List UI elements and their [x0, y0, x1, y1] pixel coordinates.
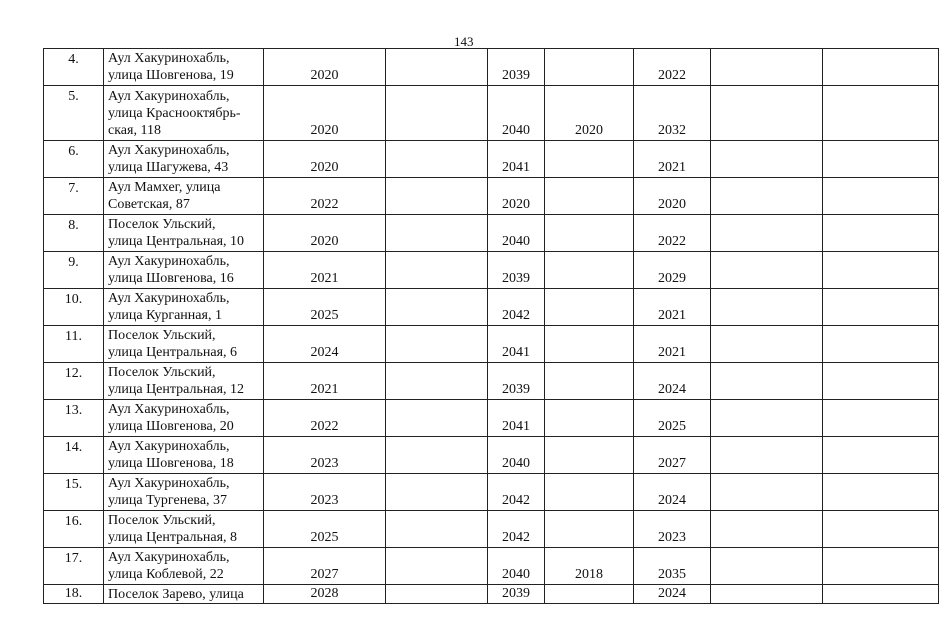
year-cell-2: 2039 [488, 252, 545, 289]
address-cell [104, 585, 264, 604]
year-cell-4: 2035 [634, 548, 711, 585]
year-cell-2: 2042 [488, 474, 545, 511]
table-row [44, 178, 939, 215]
year-cell-3 [545, 363, 634, 400]
year-cell-1: 2020 [264, 215, 386, 252]
empty-cell [711, 215, 823, 252]
row-number: 17. [44, 548, 104, 585]
empty-cell [711, 326, 823, 363]
address-line: улица Тургенева, 37 [108, 493, 228, 508]
year-cell-3 [545, 178, 634, 215]
address-line: улица Шовгенова, 20 [108, 419, 234, 434]
table-row [44, 86, 939, 141]
empty-cell [711, 289, 823, 326]
year-cell-1: 2021 [264, 252, 386, 289]
year-cell-2: 2041 [488, 141, 545, 178]
empty-cell [711, 363, 823, 400]
row-number: 18. [44, 585, 104, 604]
year-cell-4: 2022 [634, 215, 711, 252]
row-number: 12. [44, 363, 104, 400]
address-line: улица Центральная, 10 [108, 234, 245, 249]
empty-cell [823, 474, 939, 511]
address-line: улица Коблевой, 22 [108, 567, 224, 582]
year-cell-2: 2041 [488, 326, 545, 363]
empty-cell [711, 548, 823, 585]
address-line: Аул Хакуринохабль, [108, 550, 230, 565]
table-row [44, 363, 939, 400]
address-cell [104, 363, 264, 400]
year-cell-4: 2023 [634, 511, 711, 548]
address-line: ская, 118 [108, 123, 161, 138]
year-cell-2: 2039 [488, 363, 545, 400]
address-cell [104, 548, 264, 585]
table-row [44, 289, 939, 326]
row-number: 15. [44, 474, 104, 511]
year-cell-3 [545, 289, 634, 326]
address-line: Советская, 87 [108, 197, 190, 212]
address-line: улица Краснооктябрь- [108, 106, 241, 121]
table-row [44, 141, 939, 178]
year-cell-2: 2020 [488, 178, 545, 215]
address-cell [104, 400, 264, 437]
empty-cell [386, 215, 488, 252]
year-cell-4: 2024 [634, 585, 711, 604]
year-cell-3 [545, 326, 634, 363]
row-number: 11. [44, 326, 104, 363]
year-cell-4: 2027 [634, 437, 711, 474]
year-cell-4: 2029 [634, 252, 711, 289]
table-row [44, 215, 939, 252]
empty-cell [386, 49, 488, 86]
housing-table [43, 48, 939, 604]
empty-cell [386, 86, 488, 141]
table-row [44, 49, 939, 86]
address-line: улица Центральная, 12 [108, 382, 245, 397]
empty-cell [386, 178, 488, 215]
empty-cell [711, 400, 823, 437]
address-cell [104, 511, 264, 548]
address-line: улица Центральная, 6 [108, 345, 238, 360]
year-cell-3 [545, 511, 634, 548]
empty-cell [823, 363, 939, 400]
year-cell-3 [545, 474, 634, 511]
empty-cell [823, 86, 939, 141]
year-cell-1: 2024 [264, 326, 386, 363]
year-cell-3 [545, 585, 634, 604]
row-number: 14. [44, 437, 104, 474]
row-number: 8. [44, 215, 104, 252]
empty-cell [386, 511, 488, 548]
address-line: улица Шагужева, 43 [108, 160, 229, 175]
year-cell-1: 2020 [264, 141, 386, 178]
address-line: Поселок Ульский, [108, 365, 216, 380]
address-cell [104, 49, 264, 86]
address-cell [104, 178, 264, 215]
year-cell-4: 2021 [634, 141, 711, 178]
address-line: Аул Мамхег, улица [108, 180, 221, 195]
empty-cell [386, 548, 488, 585]
year-cell-1: 2021 [264, 363, 386, 400]
year-cell-2: 2040 [488, 548, 545, 585]
address-cell [104, 326, 264, 363]
empty-cell [823, 585, 939, 604]
year-cell-1: 2023 [264, 437, 386, 474]
address-cell [104, 141, 264, 178]
address-cell [104, 474, 264, 511]
address-line: Аул Хакуринохабль, [108, 402, 230, 417]
year-cell-3 [545, 252, 634, 289]
year-cell-4: 2021 [634, 326, 711, 363]
empty-cell [823, 49, 939, 86]
address-line: Аул Хакуринохабль, [108, 291, 230, 306]
address-line: Аул Хакуринохабль, [108, 476, 230, 491]
year-cell-3 [545, 49, 634, 86]
empty-cell [386, 437, 488, 474]
empty-cell [386, 363, 488, 400]
year-cell-3 [545, 141, 634, 178]
empty-cell [823, 289, 939, 326]
row-number: 16. [44, 511, 104, 548]
row-number: 4. [44, 49, 104, 86]
empty-cell [711, 585, 823, 604]
year-cell-4: 2022 [634, 49, 711, 86]
address-line: улица Шовгенова, 16 [108, 271, 234, 286]
row-number: 6. [44, 141, 104, 178]
table-row [44, 326, 939, 363]
empty-cell [711, 437, 823, 474]
table-row [44, 511, 939, 548]
year-cell-2: 2040 [488, 437, 545, 474]
empty-cell [711, 86, 823, 141]
row-number: 5. [44, 86, 104, 141]
year-cell-1: 2027 [264, 548, 386, 585]
address-line: Поселок Ульский, [108, 328, 216, 343]
year-cell-3 [545, 437, 634, 474]
empty-cell [386, 326, 488, 363]
empty-cell [823, 141, 939, 178]
year-cell-1: 2025 [264, 511, 386, 548]
year-cell-3: 2018 [545, 548, 634, 585]
address-line: улица Центральная, 8 [108, 530, 238, 545]
address-line: Поселок Зарево, улица [108, 587, 244, 602]
year-cell-1: 2025 [264, 289, 386, 326]
address-line: Аул Хакуринохабль, [108, 439, 230, 454]
address-line: Поселок Ульский, [108, 217, 216, 232]
year-cell-4: 2025 [634, 400, 711, 437]
empty-cell [386, 252, 488, 289]
empty-cell [823, 215, 939, 252]
address-line: Аул Хакуринохабль, [108, 143, 230, 158]
address-cell [104, 437, 264, 474]
year-cell-3 [545, 215, 634, 252]
year-cell-4: 2032 [634, 86, 711, 141]
year-cell-2: 2039 [488, 585, 545, 604]
address-cell [104, 86, 264, 141]
year-cell-2: 2042 [488, 511, 545, 548]
address-line: улица Шовгенова, 19 [108, 68, 234, 83]
row-number: 9. [44, 252, 104, 289]
empty-cell [386, 289, 488, 326]
table-row [44, 437, 939, 474]
empty-cell [386, 141, 488, 178]
year-cell-1: 2022 [264, 178, 386, 215]
address-line: Аул Хакуринохабль, [108, 254, 230, 269]
empty-cell [711, 474, 823, 511]
year-cell-4: 2024 [634, 363, 711, 400]
year-cell-2: 2040 [488, 86, 545, 141]
year-cell-2: 2041 [488, 400, 545, 437]
empty-cell [711, 511, 823, 548]
address-cell [104, 252, 264, 289]
year-cell-1: 2028 [264, 585, 386, 604]
table-row [44, 585, 939, 604]
empty-cell [711, 178, 823, 215]
empty-cell [823, 178, 939, 215]
year-cell-1: 2020 [264, 49, 386, 86]
empty-cell [711, 252, 823, 289]
year-cell-4: 2020 [634, 178, 711, 215]
page-number: 143 [454, 34, 474, 49]
housing-table-wrapper [43, 48, 905, 602]
table-body [44, 49, 939, 604]
year-cell-3: 2020 [545, 86, 634, 141]
empty-cell [823, 400, 939, 437]
address-line: улица Шовгенова, 18 [108, 456, 234, 471]
address-line: Поселок Ульский, [108, 513, 216, 528]
year-cell-2: 2042 [488, 289, 545, 326]
empty-cell [711, 141, 823, 178]
year-cell-3 [545, 400, 634, 437]
row-number: 10. [44, 289, 104, 326]
empty-cell [823, 252, 939, 289]
empty-cell [386, 585, 488, 604]
empty-cell [386, 400, 488, 437]
empty-cell [823, 326, 939, 363]
table-row [44, 548, 939, 585]
address-line: Аул Хакуринохабль, [108, 89, 230, 104]
table-row [44, 252, 939, 289]
empty-cell [823, 548, 939, 585]
year-cell-1: 2020 [264, 86, 386, 141]
empty-cell [386, 474, 488, 511]
empty-cell [823, 511, 939, 548]
table-row [44, 400, 939, 437]
address-cell [104, 289, 264, 326]
row-number: 13. [44, 400, 104, 437]
year-cell-2: 2039 [488, 49, 545, 86]
address-line: Аул Хакуринохабль, [108, 51, 230, 66]
year-cell-4: 2021 [634, 289, 711, 326]
address-line: улица Курганная, 1 [108, 308, 222, 323]
table-row [44, 474, 939, 511]
address-cell [104, 215, 264, 252]
empty-cell [711, 49, 823, 86]
year-cell-4: 2024 [634, 474, 711, 511]
year-cell-1: 2023 [264, 474, 386, 511]
row-number: 7. [44, 178, 104, 215]
year-cell-1: 2022 [264, 400, 386, 437]
year-cell-2: 2040 [488, 215, 545, 252]
empty-cell [823, 437, 939, 474]
